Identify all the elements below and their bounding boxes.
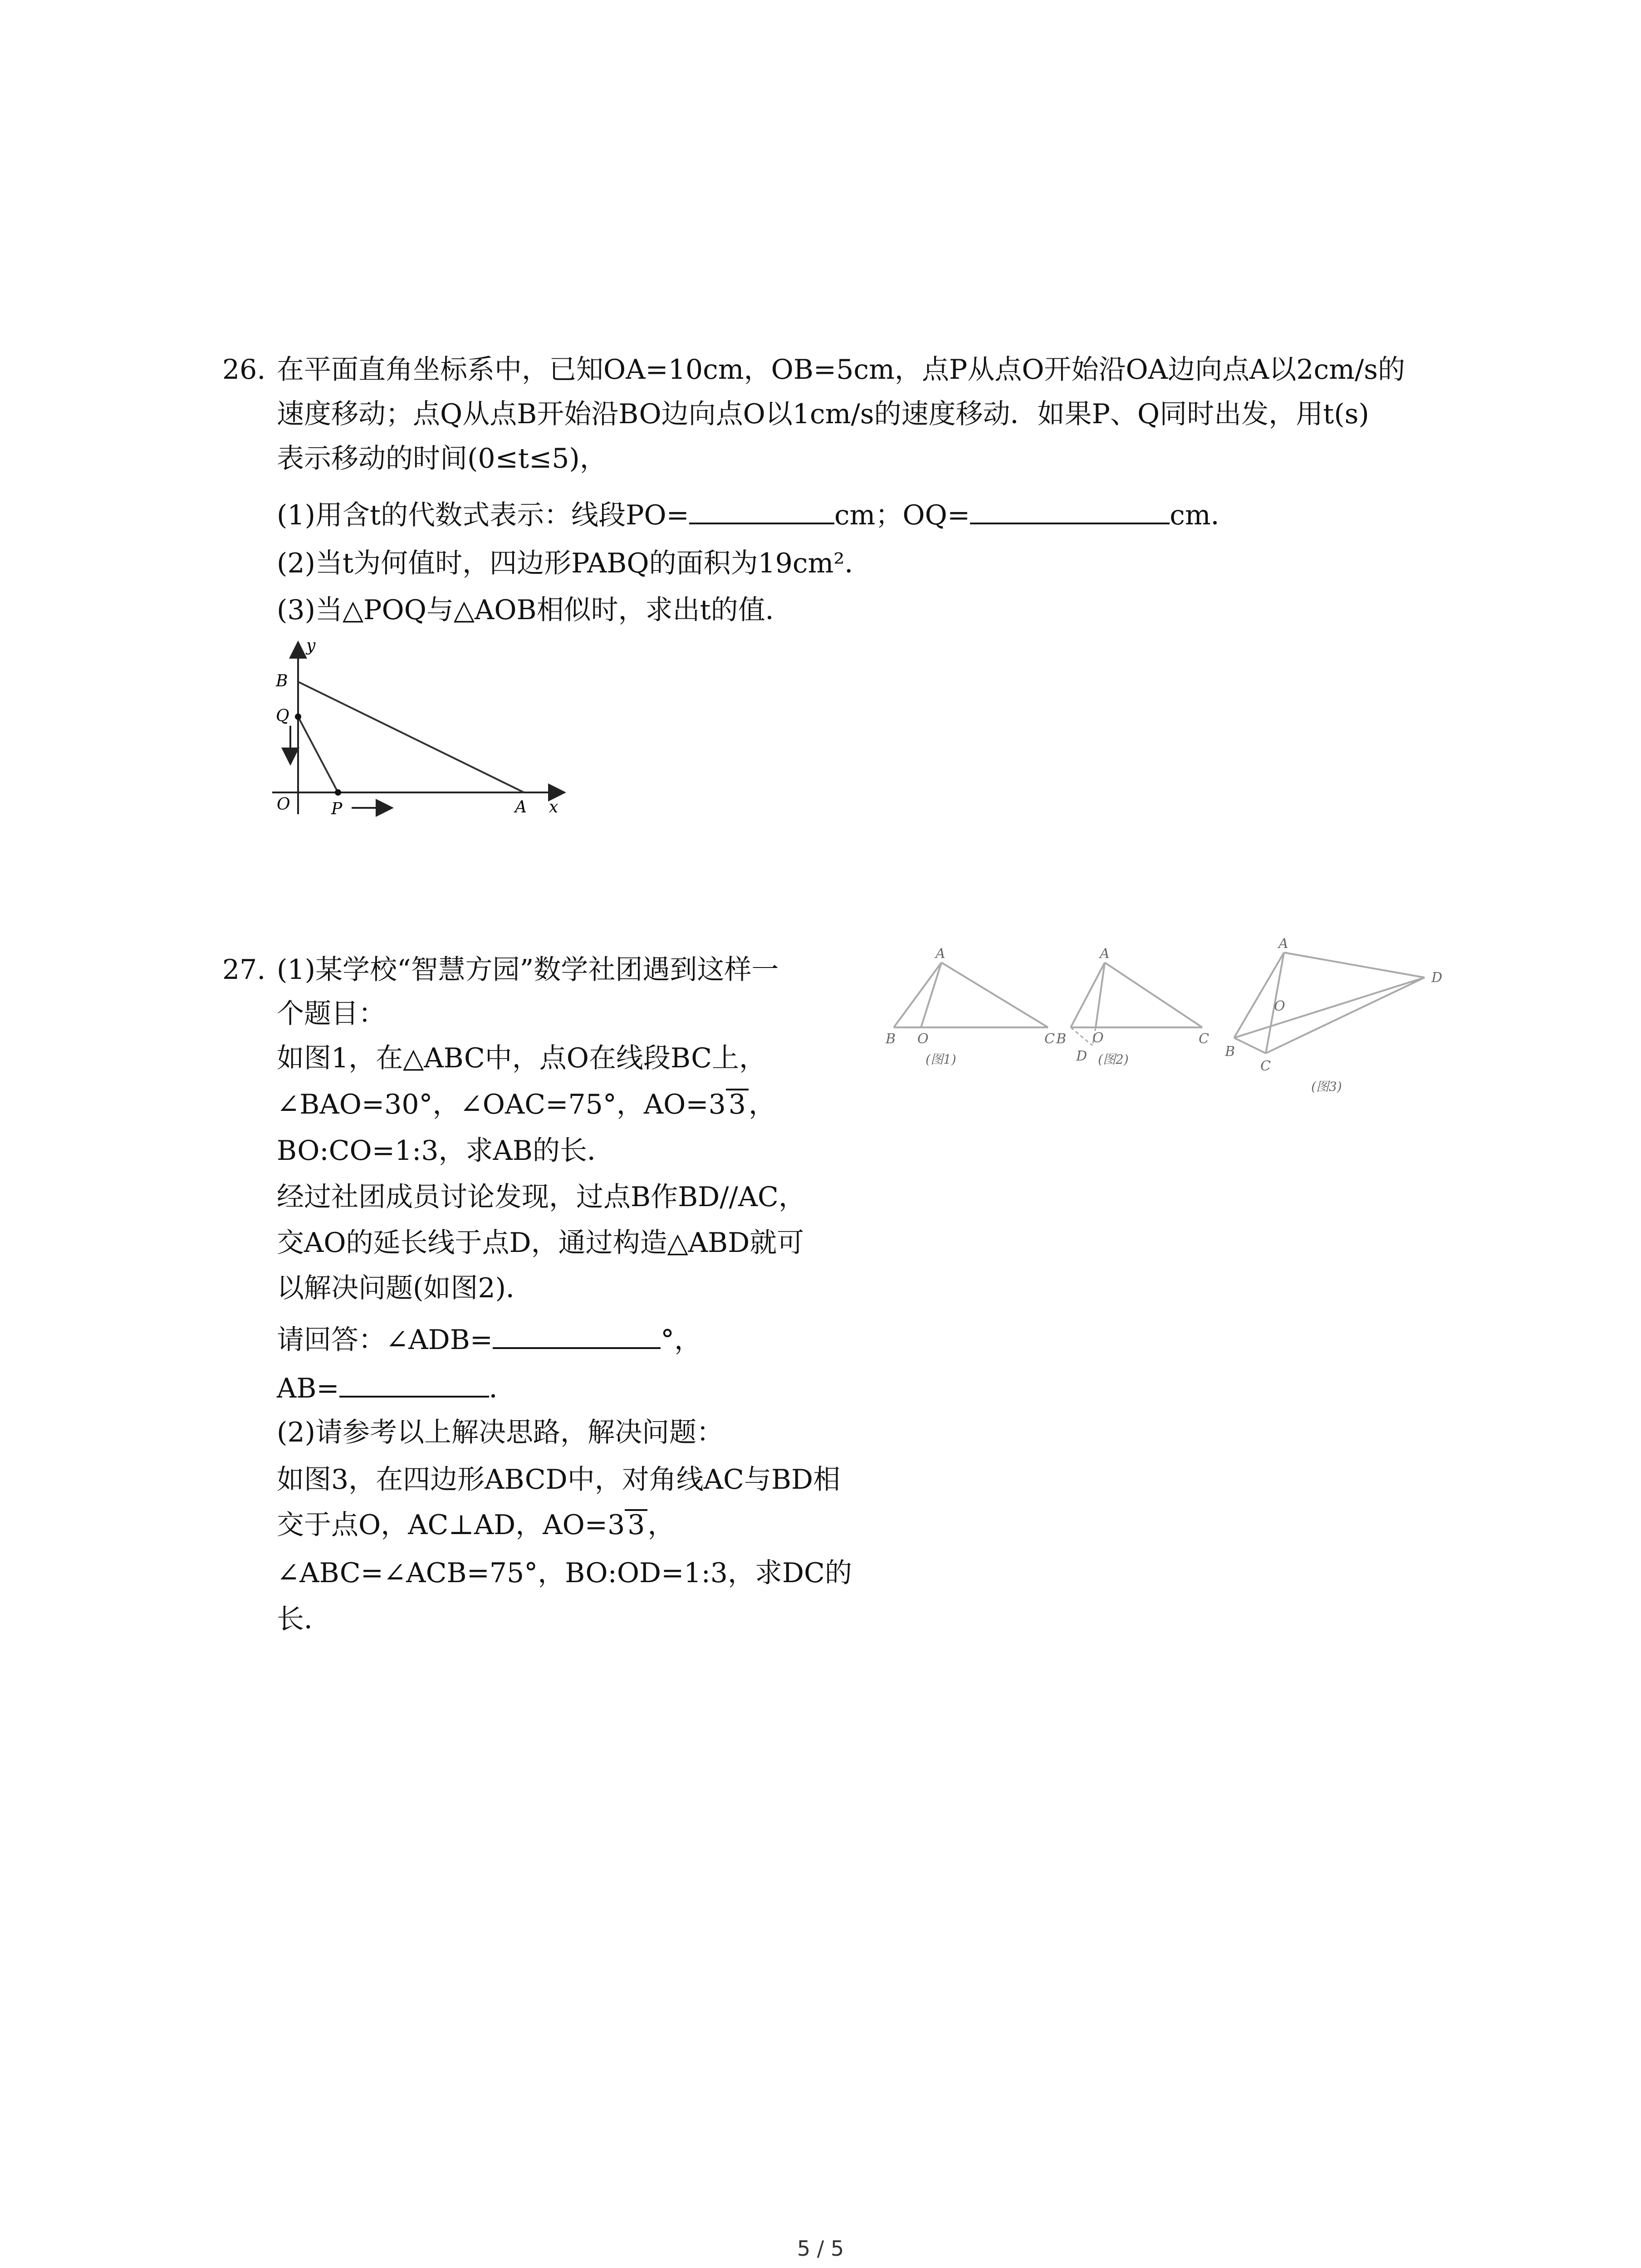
q27-line-9-text: 请回答：∠ADB=: [277, 1324, 493, 1356]
q26-part-1: [277, 494, 1238, 533]
fig2-label-b: B: [1056, 1031, 1067, 1047]
fig1-label-a: A: [936, 946, 945, 962]
fig2-caption: (图2): [1098, 1052, 1129, 1067]
point-p: [335, 789, 341, 796]
oq-answer-blank[interactable]: [970, 494, 1170, 524]
q26-part-2: (2)当t为何值时，四边形PABQ的面积为19cm²．: [277, 547, 872, 579]
fig2-label-a: A: [1100, 946, 1110, 962]
fig1-label-o: O: [917, 1031, 929, 1047]
q26-part-1-prefix: (1)用含t的代数式表示：线段PO=: [277, 499, 689, 531]
fig1-caption: (图1): [926, 1052, 956, 1067]
q27-line-10-suffix: ．: [489, 1373, 516, 1404]
q27-line-4-punct: ，: [748, 1089, 776, 1120]
q27-line-10: [277, 1368, 516, 1407]
fig3-label-c: C: [1260, 1058, 1271, 1074]
adb-answer-blank[interactable]: [493, 1319, 661, 1349]
q26-number: 26.: [222, 354, 266, 386]
ab-answer-blank[interactable]: [339, 1368, 489, 1398]
q27-line-9-suffix: °，: [661, 1324, 702, 1356]
fig1-label-b: B: [886, 1031, 896, 1047]
point-q: [295, 714, 301, 720]
q26-figure: [263, 633, 590, 823]
fig2-label-c: C: [1199, 1031, 1209, 1047]
q27-line-13-punct: ，: [647, 1509, 675, 1541]
page-number: 5 / 5: [797, 2236, 844, 2261]
fig3-label-d: D: [1431, 970, 1443, 986]
q27-number: 27.: [222, 954, 266, 986]
fig1-label-c: C: [1044, 1031, 1055, 1047]
q26-part-1-middle: cm；OQ=: [834, 499, 970, 531]
q27-line-8: 以解决问题(如图2)．: [277, 1272, 533, 1304]
q27-line-10-text: AB=: [277, 1373, 339, 1404]
sqrt-three: 3: [726, 1089, 749, 1119]
q26-part-1-suffix: cm．: [1170, 499, 1238, 531]
q27-figure-3: [1225, 934, 1470, 1098]
label-a: A: [515, 798, 527, 816]
label-q: Q: [276, 707, 289, 725]
q27-line-13-text: 交于点O，AC⊥AD，AO=3: [277, 1509, 625, 1541]
fig2-label-o: O: [1092, 1030, 1104, 1046]
q27-line-4-text: ∠BAO=30°，∠OAC=75°，AO=3: [277, 1089, 726, 1120]
q26-line-3: 表示移动的时间(0≤t≤5)，: [277, 443, 607, 474]
fig2-label-d: D: [1076, 1048, 1087, 1064]
segment-qp: [298, 717, 338, 792]
label-y: y: [306, 636, 316, 655]
q26-part-3: (3)当△POQ与△AOB相似时，求出t的值．: [277, 594, 793, 626]
label-p: P: [331, 800, 343, 818]
q27-line-6: 经过社团成员讨论发现，过点B作BD//AC，: [277, 1181, 806, 1213]
q27-line-11: (2)请参考以上解决思路，解决问题：: [277, 1417, 724, 1448]
q27-line-13: [277, 1507, 675, 1543]
po-answer-blank[interactable]: [689, 494, 834, 524]
q27-line-9: [277, 1319, 701, 1358]
q27-figure-2: [1053, 943, 1234, 1080]
label-o: O: [277, 795, 290, 814]
q27-line-5: BO:CO=1:3，求AB的长．: [277, 1135, 614, 1167]
q27-figure-1: [880, 943, 1071, 1080]
fig3-label-a: A: [1279, 936, 1288, 952]
q27-line-3: 如图1，在△ABC中，点O在线段BC上，: [277, 1042, 767, 1074]
label-x: x: [549, 798, 558, 816]
fig3-label-o: O: [1274, 998, 1285, 1014]
q27-line-2: 个题目：: [277, 998, 386, 1030]
fig3-label-b: B: [1225, 1044, 1235, 1060]
segment-ba: [298, 682, 524, 792]
q26-line-1: 在平面直角坐标系中，已知OA=10cm，OB=5cm，点P从点O开始沿OA边向点A以2cm/s的: [277, 354, 1405, 386]
q27-line-15: 长．: [277, 1603, 331, 1635]
q27-line-1: (1)某学校“智慧方园”数学社团遇到这样一: [277, 954, 779, 986]
q26-line-2: 速度移动；点Q从点B开始沿BO边向点O以1cm/s的速度移动．如果P、Q同时出发，用t(s): [277, 398, 1369, 430]
q27-line-12: 如图3，在四边形ABCD中，对角线AC与BD相: [277, 1464, 841, 1496]
q27-line-4: [277, 1086, 776, 1123]
sqrt-three-2: 3: [625, 1509, 647, 1539]
label-b: B: [276, 672, 288, 690]
fig3-caption: (图3): [1311, 1079, 1342, 1094]
q27-line-14: ∠ABC=∠ACB=75°，BO:OD=1:3，求DC的: [277, 1557, 852, 1589]
q27-line-7: 交AO的延长线于点D，通过构造△ABD就可: [277, 1227, 804, 1259]
